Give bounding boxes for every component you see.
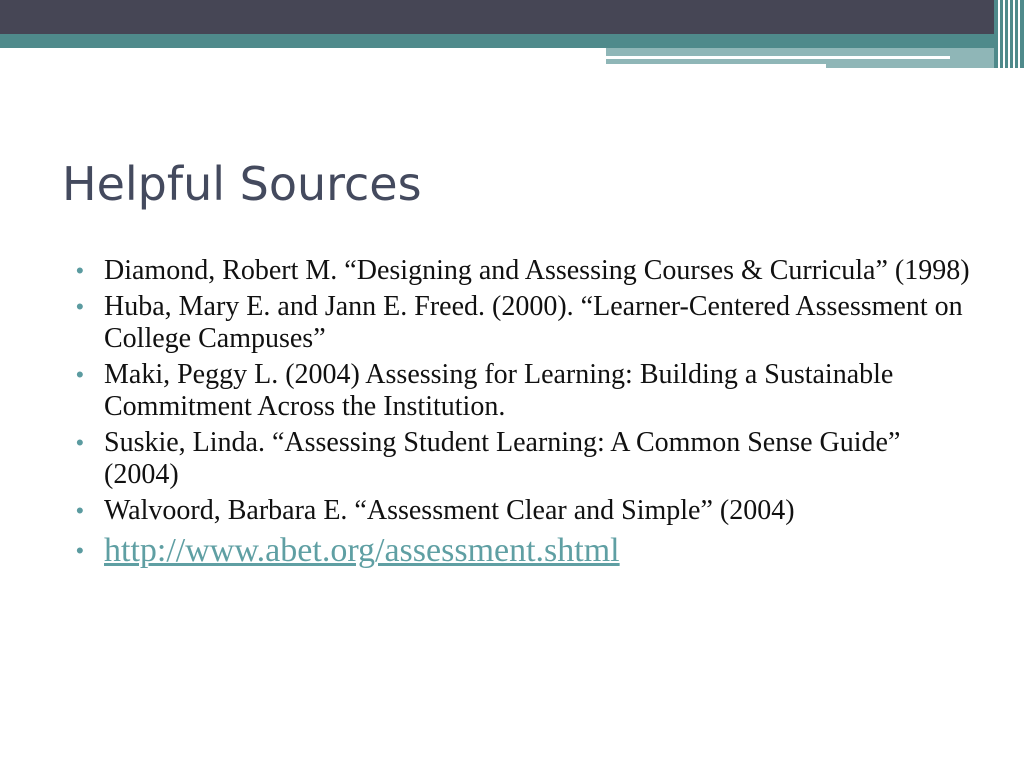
bullet-icon: • (76, 498, 84, 523)
bullet-icon: • (76, 362, 84, 387)
source-item (74, 255, 974, 287)
abet-assessment-link[interactable]: http://www.abet.org/assessment.shtml (104, 532, 620, 569)
source-item (74, 427, 974, 491)
header-accent-line (606, 56, 950, 59)
source-item-link (74, 531, 974, 571)
header-dark-band (0, 0, 1024, 34)
source-item (74, 495, 974, 527)
bullet-icon: • (76, 258, 84, 283)
source-text: Diamond, Robert M. “Designing and Assessing Courses & Curricula” (1998) (104, 255, 970, 286)
source-text: Maki, Peggy L. (2004) Assessing for Learning: Building a Sustainable Commitment Across the Institution. (104, 359, 894, 422)
bullet-icon: • (76, 430, 84, 455)
source-text: Suskie, Linda. “Assessing Student Learning: A Common Sense Guide” (2004) (104, 427, 901, 490)
source-item (74, 291, 974, 355)
bullet-icon: • (76, 294, 84, 319)
sources-list (74, 255, 974, 575)
slide-title: Helpful Sources (62, 157, 422, 211)
source-item (74, 359, 974, 423)
header-accent-line (606, 64, 826, 68)
header-teal-band (0, 34, 1024, 48)
source-text: Huba, Mary E. and Jann E. Freed. (2000). “Learner-Centered Assessment on College Campuses” (104, 291, 963, 354)
source-text: Walvoord, Barbara E. “Assessment Clear and Simple” (2004) (104, 495, 795, 526)
header-stripes-decoration (994, 0, 1024, 68)
bullet-icon: • (76, 538, 84, 563)
